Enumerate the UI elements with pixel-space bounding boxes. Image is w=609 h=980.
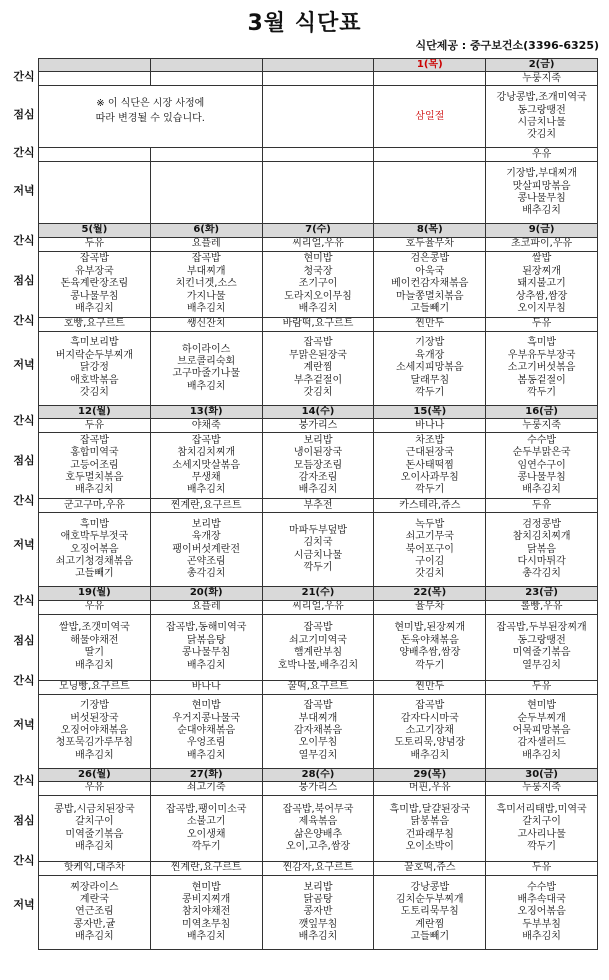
day-header: 12(월): [39, 405, 151, 418]
day-header: [39, 59, 151, 72]
notice: [39, 86, 263, 148]
am-snack-cell: [39, 72, 151, 86]
day-header: 19(월): [39, 587, 151, 600]
lunch-cell: 삼일절: [374, 86, 486, 148]
dinner-cell: 검정콩밥 참치김치찌개 닭볶음 다시마튀각 총각김치: [486, 513, 598, 587]
day-header: [262, 59, 374, 72]
day-header: 22(목): [374, 587, 486, 600]
day-header: 27(화): [150, 768, 262, 781]
day-header: 28(수): [262, 768, 374, 781]
lunch-label: 점심: [13, 634, 35, 647]
pm-snack-cell: 핫케익,대추차: [39, 862, 151, 876]
lunch-cell: 보리밥 냉이된장국 모듬장조림 감자조림 배추김치: [262, 433, 374, 499]
am-snack-cell: [374, 72, 486, 86]
lunch-label: 점심: [13, 454, 35, 467]
am-snack-cell: 바나나: [374, 419, 486, 433]
lunch-cell: 흑미서리태밥,미역국 갈치구이 고사리나물 깍두기: [486, 796, 598, 862]
am-snack-cell: 누룽지죽: [486, 419, 598, 433]
pm-snack-cell: 찐감자,요구르트: [262, 862, 374, 876]
dinner-cell: [374, 162, 486, 224]
provider-info: 식단제공 : 중구보건소(3396-6325): [415, 39, 599, 52]
am-snack-cell: 씨리얼,우유: [262, 600, 374, 614]
lunch-cell: 검은콩밥 아욱국 베이컨감자채볶음 마늘쫑멸치볶음 고들빼기: [374, 251, 486, 317]
pm-snack-cell: 두유: [486, 680, 598, 694]
dinner-label: 저녁: [13, 718, 35, 731]
am-snack-cell: 씨리얼,우유: [262, 237, 374, 251]
day-header: 30(금): [486, 768, 598, 781]
pm-snack-cell: 바나나: [150, 680, 262, 694]
am-snack-label: 간식: [13, 774, 35, 787]
am-snack-cell: 우유: [39, 600, 151, 614]
am-snack-cell: 누룽지죽: [486, 782, 598, 796]
am-snack-cell: 머핀,우유: [374, 782, 486, 796]
pm-snack-cell: 호빵,요구르트: [39, 317, 151, 331]
dinner-cell: 흑미보리밥 버지락순두부찌개 닭강정 애호박볶음 갓김치: [39, 331, 151, 405]
pm-snack-cell: 군고구마,우유: [39, 499, 151, 513]
pm-snack-cell: 쌩신잔치: [150, 317, 262, 331]
am-snack-label: 간식: [13, 594, 35, 607]
lunch-label: 점심: [13, 274, 35, 287]
lunch-cell: 현미밥,된장찌개 돈육야채볶음 양배추쌈,쌈장 깍두기: [374, 614, 486, 680]
am-snack-cell: 초코파이,우유: [486, 237, 598, 251]
lunch-cell: 쌀밥 된장찌개 돼지불고기 상추쌈,쌈장 오이지무침: [486, 251, 598, 317]
day-header: 7(수): [262, 224, 374, 237]
day-header: 15(목): [374, 405, 486, 418]
am-snack-cell: 야채죽: [150, 419, 262, 433]
day-header: 20(화): [150, 587, 262, 600]
pm-snack-label: 간식: [13, 494, 35, 507]
day-header: 29(목): [374, 768, 486, 781]
dinner-label: 저녁: [13, 898, 35, 911]
dinner-label: 저녁: [13, 184, 35, 197]
lunch-cell: 잡곡밥 쇠고기미역국 햄계란부침 호박나물,배추김치: [262, 614, 374, 680]
notice-line: ※ 이 식단은 시장 사정에: [96, 98, 205, 110]
dinner-cell: 현미밥 순두부찌개 어묵피망볶음 감자샐러드 배추김치: [486, 694, 598, 768]
dinner-cell: 흑미밥 우부유두부장국 소고기버섯볶음 봄동겉절이 깍두기: [486, 331, 598, 405]
am-snack-label: 간식: [13, 70, 35, 83]
lunch-cell: 잡곡밥,두부된장찌개 동그랑땡전 미역줄기볶음 열무김치: [486, 614, 598, 680]
am-snack-label: 간식: [13, 234, 35, 247]
day-header: 16(금): [486, 405, 598, 418]
lunch-cell: 잡곡밥 유부장국 돈육계란장조림 콩나물무침 배추김치: [39, 251, 151, 317]
page-title: 3월 식단표: [247, 11, 362, 36]
pm-snack-label: 간식: [13, 314, 35, 327]
am-snack-cell: [262, 72, 374, 86]
am-snack-cell: [150, 72, 262, 86]
lunch-cell: 잡곡밥,북어무국 제육볶음 삶은양배추 오이,고추,쌈장: [262, 796, 374, 862]
pm-snack-label: 간식: [13, 674, 35, 687]
lunch-cell: 강낭콩밥,조개미역국 동그랑땡전 시금치나물 갓김치: [486, 86, 598, 148]
pm-snack-cell: 찐계란,요구르트: [150, 499, 262, 513]
dinner-cell: 잡곡밥 무맑은된장국 계란찜 부추겉절이 갓김치: [262, 331, 374, 405]
notice-line: 따라 변경될 수 있습니다.: [95, 113, 205, 125]
dinner-cell: 기장밥 육개장 소세지피망볶음 달래무침 깍두기: [374, 331, 486, 405]
dinner-cell: 기장밥,부대찌개 맛살피망볶음 콩나물무침 배추김치: [486, 162, 598, 224]
lunch-cell: 잡곡밥 홍합미역국 고등어조림 호두멸치볶음 배추김치: [39, 433, 151, 499]
dinner-label: 저녁: [13, 538, 35, 551]
day-header: 9(금): [486, 224, 598, 237]
am-snack-cell: 두유: [39, 237, 151, 251]
pm-snack-cell: 꿀호떡,쥬스: [374, 862, 486, 876]
am-snack-cell: 우유: [39, 782, 151, 796]
day-header: 2(금): [486, 59, 598, 72]
dinner-cell: 강낭콩밥 김치순두부찌개 도토리묵무침 계란찜 고들빼기: [374, 876, 486, 950]
pm-snack-cell: 두유: [486, 317, 598, 331]
lunch-label: 점심: [13, 814, 35, 827]
pm-snack-cell: [150, 148, 262, 162]
day-header: 8(목): [374, 224, 486, 237]
dinner-cell: 찌장라이스 계란국 연근조림 콩자반,귤 배추김치: [39, 876, 151, 950]
pm-snack-cell: 꿀떡,요구르트: [262, 680, 374, 694]
am-snack-cell: 요플레: [150, 237, 262, 251]
dinner-cell: 수수밥 배추속대국 오징어볶음 두부부침 배추김치: [486, 876, 598, 950]
am-snack-cell: 붕가리스: [262, 419, 374, 433]
dinner-cell: 보리밥 육개장 팽이버섯계란전 곤약조림 총각김치: [150, 513, 262, 587]
lunch-cell: 차조밥 근대된장국 돈사태떡찜 오이사과무침 깍두기: [374, 433, 486, 499]
lunch-cell: 수수밥 순두부맑은국 임연수구이 콩나물무침 배추김치: [486, 433, 598, 499]
lunch-label: 점심: [13, 108, 35, 121]
day-header: 5(월): [39, 224, 151, 237]
pm-snack-cell: 찐계란,요구르트: [150, 862, 262, 876]
dinner-cell: 현미밥 우거지콩나물국 순대야채볶음 우엉조림 배추김치: [150, 694, 262, 768]
dinner-cell: [262, 162, 374, 224]
dinner-label: 저녁: [13, 358, 35, 371]
dinner-cell: 잡곡밥 감자다시마국 소고기장채 도토리묵,양념장 배추김치: [374, 694, 486, 768]
day-header: 14(수): [262, 405, 374, 418]
dinner-cell: 보리밥 닭곰탕 콩자반 깻잎무침 배추김치: [262, 876, 374, 950]
day-header: 21(수): [262, 587, 374, 600]
pm-snack-cell: 찐만두: [374, 680, 486, 694]
lunch-cell: 흑미밥,달걀된장국 닭봉볶음 건파래무침 오이소박이: [374, 796, 486, 862]
lunch-cell: 잡곡밥,팽이미소국 소불고기 오이생채 깍두기: [150, 796, 262, 862]
pm-snack-cell: 찐만두: [374, 317, 486, 331]
lunch-cell: 현미밥 청국장 조기구이 도라지오이무침 배추김치: [262, 251, 374, 317]
pm-snack-label: 간식: [13, 854, 35, 867]
day-header: 26(월): [39, 768, 151, 781]
day-header: 13(화): [150, 405, 262, 418]
pm-snack-cell: 부추전: [262, 499, 374, 513]
pm-snack-cell: 모닝빵,요구르트: [39, 680, 151, 694]
am-snack-cell: 붕가리스: [262, 782, 374, 796]
pm-snack-cell: [39, 148, 151, 162]
pm-snack-cell: [262, 148, 374, 162]
am-snack-cell: 쇠고기죽: [150, 782, 262, 796]
day-header: 6(화): [150, 224, 262, 237]
pm-snack-label: 간식: [13, 146, 35, 159]
am-snack-cell: 율무차: [374, 600, 486, 614]
dinner-cell: [150, 162, 262, 224]
pm-snack-cell: 카스테라,쥬스: [374, 499, 486, 513]
am-snack-cell: 호두율무차: [374, 237, 486, 251]
pm-snack-cell: 두유: [486, 862, 598, 876]
dinner-cell: 잡곡밥 부대찌개 감자채볶음 오이무침 열무김치: [262, 694, 374, 768]
dinner-cell: 하이라이스 브로콜리숙회 고구마줄기나물 배추김치: [150, 331, 262, 405]
am-snack-cell: 누룽지죽: [486, 72, 598, 86]
lunch-cell: 쌀밥,조갯미역국 해물야채전 딸기 배추김치: [39, 614, 151, 680]
am-snack-cell: 요플레: [150, 600, 262, 614]
pm-snack-cell: [374, 148, 486, 162]
lunch-cell: 잡곡밥 참치김치찌개 소세지맛살볶음 무생채 배추김치: [150, 433, 262, 499]
pm-snack-cell: 바람떡,요구르트: [262, 317, 374, 331]
dinner-cell: 마파두부덮밥 김치국 시금치나물 깍두기: [262, 513, 374, 587]
pm-snack-cell: 우유: [486, 148, 598, 162]
day-header: 1(목): [374, 59, 486, 72]
am-snack-cell: 두유: [39, 419, 151, 433]
dinner-cell: 녹두밥 쇠고기무국 북어포구이 구이김 갓김치: [374, 513, 486, 587]
lunch-cell: 콩밥,시금치된장국 갈치구이 미역줄기볶음 배추김치: [39, 796, 151, 862]
lunch-cell: 잡곡밥,동해미역국 닭볶음탕 콩나물무침 배추김치: [150, 614, 262, 680]
day-header: 23(금): [486, 587, 598, 600]
dinner-cell: [39, 162, 151, 224]
dinner-cell: 기장밥 버섯된장국 오징어야채볶음 청포묵김가루무침 배추김치: [39, 694, 151, 768]
meal-table: [38, 58, 598, 950]
pm-snack-cell: 두유: [486, 499, 598, 513]
dinner-cell: 현미밥 콩비지찌개 참치야채전 미역초무침 배추김치: [150, 876, 262, 950]
am-snack-cell: 롤빵,우유: [486, 600, 598, 614]
lunch-cell: 잡곡밥 부대찌개 치킨너겟,소스 가지나물 배추김치: [150, 251, 262, 317]
dinner-cell: 흑미밥 애호박두부젓국 오징어볶음 쇠고기청경채볶음 고들빼기: [39, 513, 151, 587]
am-snack-label: 간식: [13, 414, 35, 427]
lunch-cell: [262, 86, 374, 148]
day-header: [150, 59, 262, 72]
